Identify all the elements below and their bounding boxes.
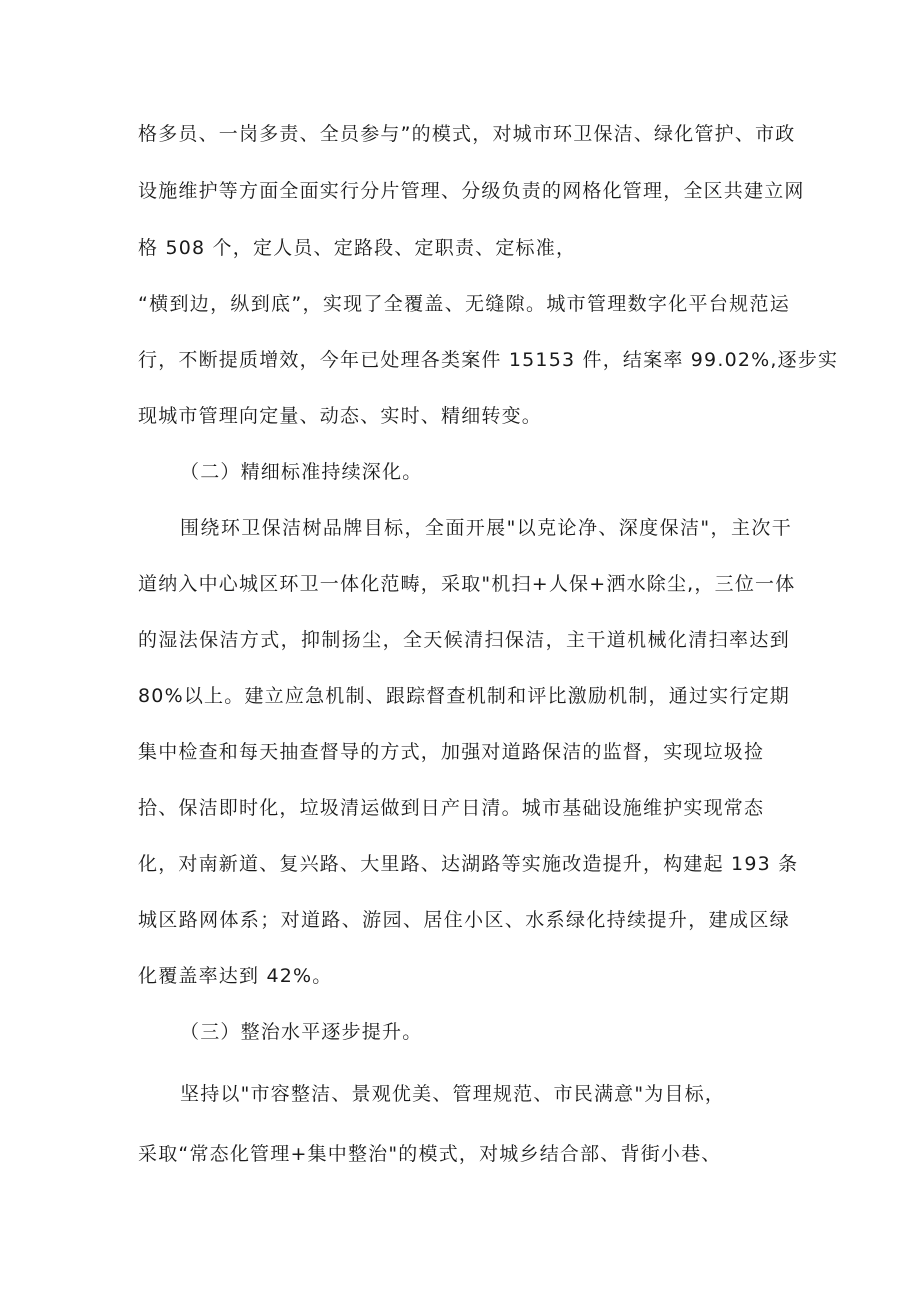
text-line: 现城市管理向定量、动态、实时、精细转变。	[138, 405, 543, 427]
text-line: 设施维护等方面全面实行分片管理、分级负责的网格化管理，全区共建立网	[138, 180, 805, 202]
text-line: 道纳入中心城区环卫一体化范畴，采取"机扫+人保+洒水除尘,，三位一体	[138, 573, 796, 595]
text-line: 格 508 个，定人员、定路段、定职责、定标准，	[138, 237, 577, 259]
text-line: 格多员、一岗多责、全员参与”的模式，对城市环卫保洁、绿化管护、市政	[138, 123, 796, 145]
text-line: 的湿法保洁方式，抑制扬尘，全天候清扫保洁，主干道机械化清扫率达到	[138, 629, 790, 651]
text-line: 化，对南新道、复兴路、大里路、达湖路等实施改造提升，构建起 193 条	[138, 853, 799, 875]
text-line: “横到边，纵到底”，实现了全覆盖、无缝隙。城市管理数字化平台规范运	[138, 293, 790, 315]
text-line: 采取“常态化管理+集中整治"的模式，对城乡结合部、背街小巷、	[138, 1143, 722, 1165]
text-line: 化覆盖率达到 42%。	[138, 965, 333, 987]
text-line: 80%以上。建立应急机制、跟踪督查机制和评比激励机制，通过实行定期	[138, 685, 790, 707]
paragraph-first-line: 坚持以"市容整洁、景观优美、管理规范、市民满意"为目标，	[180, 1083, 726, 1105]
paragraph-first-line: 围绕环卫保洁树品牌目标，全面开展"以克论净、深度保洁"，主次干	[180, 517, 792, 539]
section-heading: （三）整治水平逐步提升。	[180, 1021, 423, 1043]
text-line: 集中检查和每天抽查督导的方式，加强对道路保洁的监督，实现垃圾捡	[138, 741, 765, 763]
text-line: 行，不断提质增效，今年已处理各类案件 15153 件，结案率 99.02%,逐步实	[138, 349, 839, 371]
text-line: 城区路网体系；对道路、游园、居住小区、水系绿化持续提升，建成区绿	[138, 909, 790, 931]
section-heading: （二）精细标准持续深化。	[180, 461, 423, 483]
text-line: 拾、保洁即时化，垃圾清运做到日产日清。城市基础设施维护实现常态	[138, 797, 765, 819]
